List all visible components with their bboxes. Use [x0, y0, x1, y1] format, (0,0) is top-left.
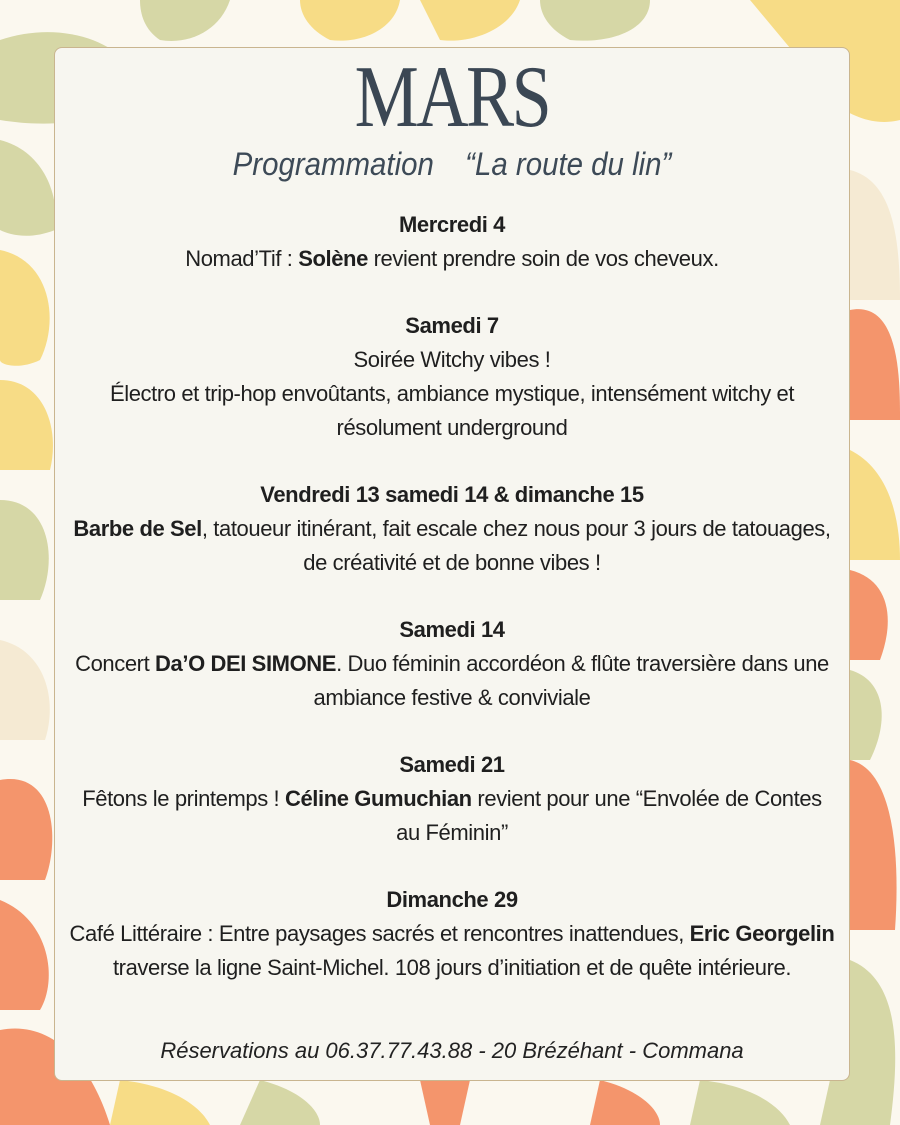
event-description: Concert Da’O DEI SIMONE. Duo féminin accordéon & flûte traversière dans une	[75, 651, 829, 676]
event-item	[55, 208, 849, 276]
bottom-shapes	[110, 1080, 790, 1125]
event-description: ambiance festive & conviviale	[313, 685, 591, 710]
event-date: Vendredi 13 samedi 14 & dimanche 15	[260, 482, 644, 507]
event-description: au Féminin”	[396, 820, 508, 845]
event-date: Mercredi 4	[398, 212, 506, 237]
event-item	[55, 309, 849, 445]
event-date: Samedi 21	[399, 752, 505, 777]
event-description: Fêtons le printemps ! Céline Gumuchian revient pour une “Envolée de Contes	[82, 786, 822, 811]
event-description: Nomad’Tif : Solène revient prendre soin de vos cheveux.	[185, 246, 719, 271]
event-date: Samedi 14	[399, 617, 505, 642]
reservation-footer: Réservations au 06.37.77.43.88 - 20 Brézéhant - Commana	[160, 1038, 744, 1063]
event-description: Café Littéraire : Entre paysages sacrés et rencontres inattendues, Eric Georgelin	[69, 921, 835, 946]
program-card	[54, 47, 850, 1081]
event-guest: Solène	[298, 246, 368, 271]
event-guest: Da’O DEI SIMONE	[155, 651, 337, 676]
event-item	[55, 748, 849, 850]
event-item	[55, 883, 849, 985]
event-guest: Barbe de Sel	[73, 516, 202, 541]
event-item	[55, 478, 849, 580]
event-description: traverse la ligne Saint-Michel. 108 jours d’initiation et de quête intérieure.	[112, 955, 792, 980]
event-guest: Céline Gumuchian	[284, 786, 472, 811]
event-guest: Eric Georgelin	[689, 921, 835, 946]
event-description: Soirée Witchy vibes !	[353, 347, 551, 372]
event-description: résolument underground	[336, 415, 568, 440]
event-date: Dimanche 29	[386, 887, 518, 912]
subtitle-theme: “La route du lin”	[465, 146, 672, 182]
event-description: Électro et trip-hop envoûtants, ambiance mystique, intensément witchy et	[109, 381, 795, 406]
event-date: Samedi 7	[405, 313, 499, 338]
program-subtitle	[87, 146, 817, 183]
month-title: MARS	[354, 49, 550, 146]
event-description: Barbe de Sel, tatoueur itinérant, fait escale chez nous pour 3 jours de tatouages,	[73, 516, 831, 541]
event-description: de créativité et de bonne vibes !	[303, 550, 601, 575]
subtitle-program-label: Programmation	[232, 146, 434, 182]
events-list	[55, 208, 849, 1018]
event-item	[55, 613, 849, 715]
